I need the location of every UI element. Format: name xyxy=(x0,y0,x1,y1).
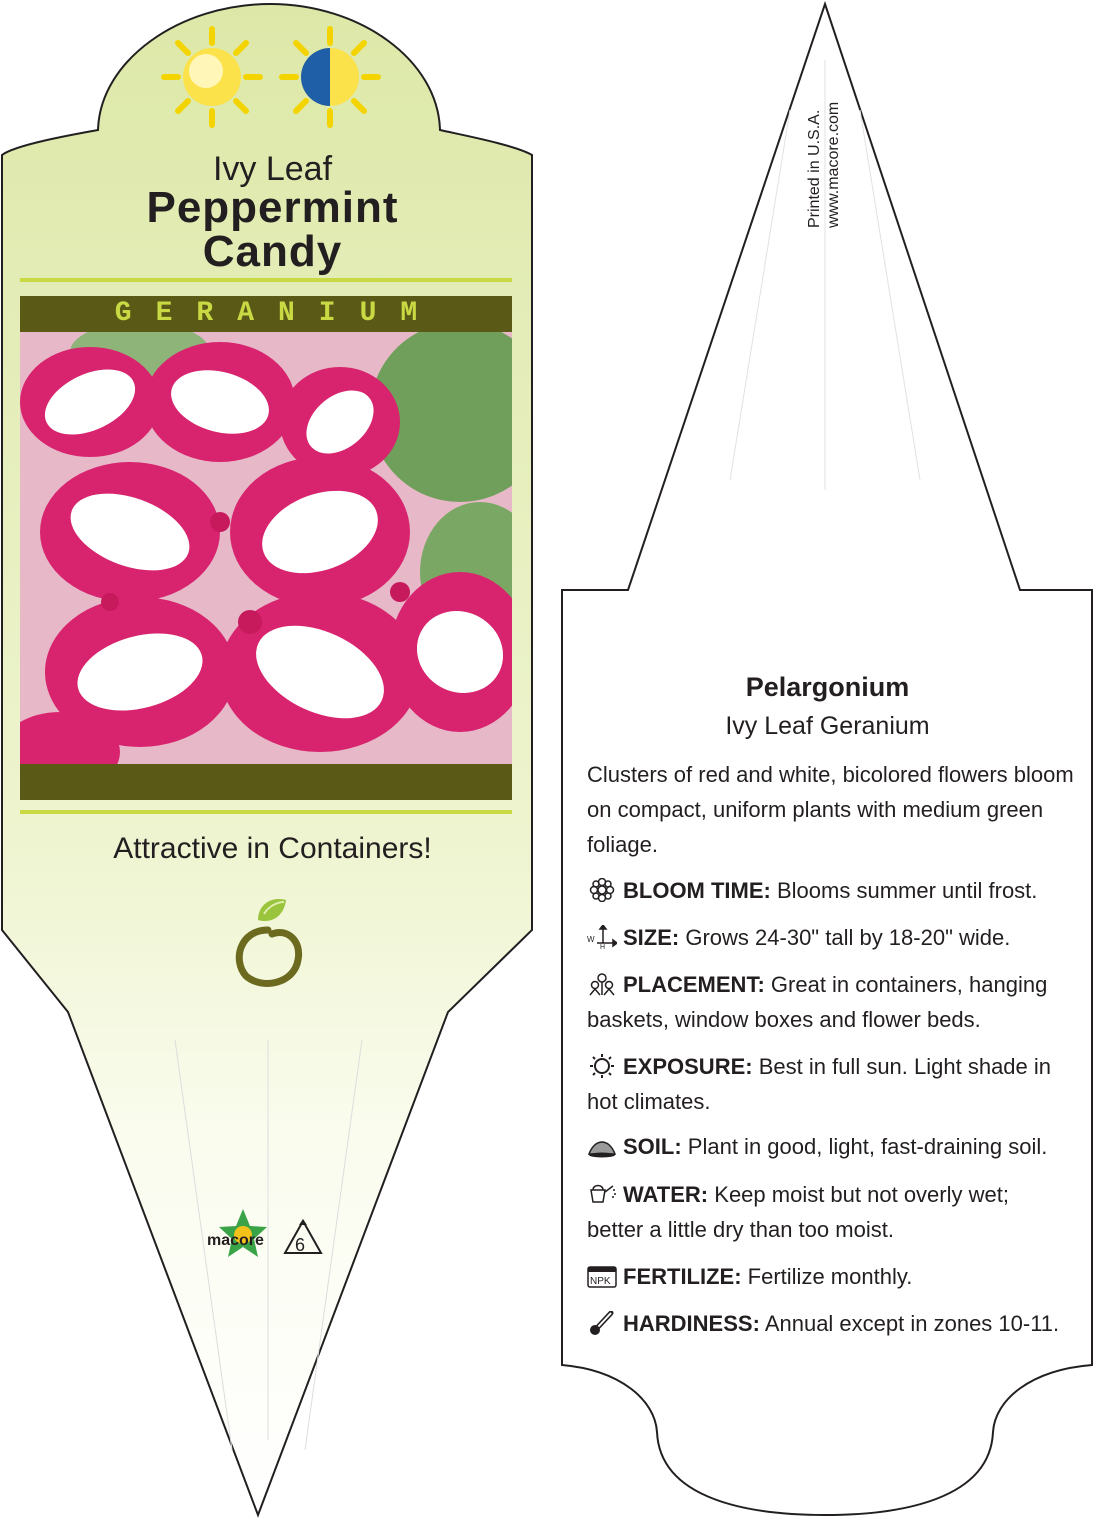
flower-icon xyxy=(587,878,617,902)
svg-text:H: H xyxy=(600,944,606,949)
care-text: Keep moist but not overly wet; better a little dry than too moist. xyxy=(587,1182,1009,1242)
size-arrows-icon xyxy=(587,925,617,949)
watering-can-icon xyxy=(587,1182,617,1206)
printer-info xyxy=(805,102,843,228)
plant-description: Clusters of red and white, bicolored flowers bloom on compact, uniform plants with medium green foliage. xyxy=(587,762,1074,857)
care-water xyxy=(587,1177,1067,1247)
care-size xyxy=(587,920,1067,955)
care-text: Blooms summer until frost. xyxy=(777,878,1038,903)
title-line-1: Peppermint xyxy=(146,183,399,232)
swirl-leaf-icon xyxy=(228,890,308,990)
care-text: Annual except in zones 10-11. xyxy=(764,1311,1060,1336)
care-label: BLOOM TIME: xyxy=(623,878,771,903)
care-soil xyxy=(587,1129,1067,1164)
care-label: PLACEMENT: xyxy=(623,972,765,997)
printed-in: Printed in U.S.A. xyxy=(806,109,823,228)
care-placement xyxy=(587,967,1067,1037)
common-name: Ivy Leaf Geranium xyxy=(725,712,930,740)
care-text: Fertilize monthly. xyxy=(747,1264,913,1289)
full-sun-icon xyxy=(160,25,264,129)
plant-title xyxy=(0,183,545,276)
care-hardiness xyxy=(587,1306,1067,1341)
plants-icon xyxy=(587,972,617,996)
sun-outline-icon xyxy=(587,1054,617,1078)
care-fertilize xyxy=(587,1259,1067,1294)
care-exposure xyxy=(587,1049,1067,1119)
flower-photo xyxy=(20,332,512,764)
website: www.macore.com xyxy=(825,101,842,228)
care-label: FERTILIZE: xyxy=(623,1264,742,1289)
care-text: Plant in good, light, fast-draining soil. xyxy=(687,1134,1048,1159)
care-text: Best in full sun. Light shade in hot climates. xyxy=(587,1054,1052,1114)
care-label: SIZE: xyxy=(623,925,680,950)
recycle-code: 6 xyxy=(295,1235,306,1255)
npk-bag-icon xyxy=(587,1264,617,1288)
care-label: HARDINESS: xyxy=(623,1311,760,1336)
care-label: WATER: xyxy=(623,1182,709,1207)
soil-pile-icon xyxy=(587,1134,617,1158)
tagline: Attractive in Containers! xyxy=(113,832,432,865)
care-bloom-time xyxy=(587,873,1067,908)
brand-name: macore xyxy=(207,1232,264,1249)
svg-text:NPK: NPK xyxy=(590,1276,611,1287)
category-band: GERANIUM xyxy=(20,296,512,332)
part-sun-icon xyxy=(278,25,382,129)
thermometer-icon xyxy=(587,1311,617,1335)
botanical-name: Pelargonium xyxy=(745,672,910,702)
title-line-2: Candy xyxy=(202,227,343,276)
care-text: Grows 24-30" tall by 18-20" wide. xyxy=(685,925,1011,950)
care-label: SOIL: xyxy=(623,1134,682,1159)
care-text: Great in containers, hanging baskets, window boxes and flower beds. xyxy=(587,972,1048,1032)
svg-text:W: W xyxy=(587,935,595,944)
plant-subtitle: Ivy Leaf xyxy=(212,150,333,188)
care-label: EXPOSURE: xyxy=(623,1054,753,1079)
photo-bottom-band xyxy=(20,764,512,800)
